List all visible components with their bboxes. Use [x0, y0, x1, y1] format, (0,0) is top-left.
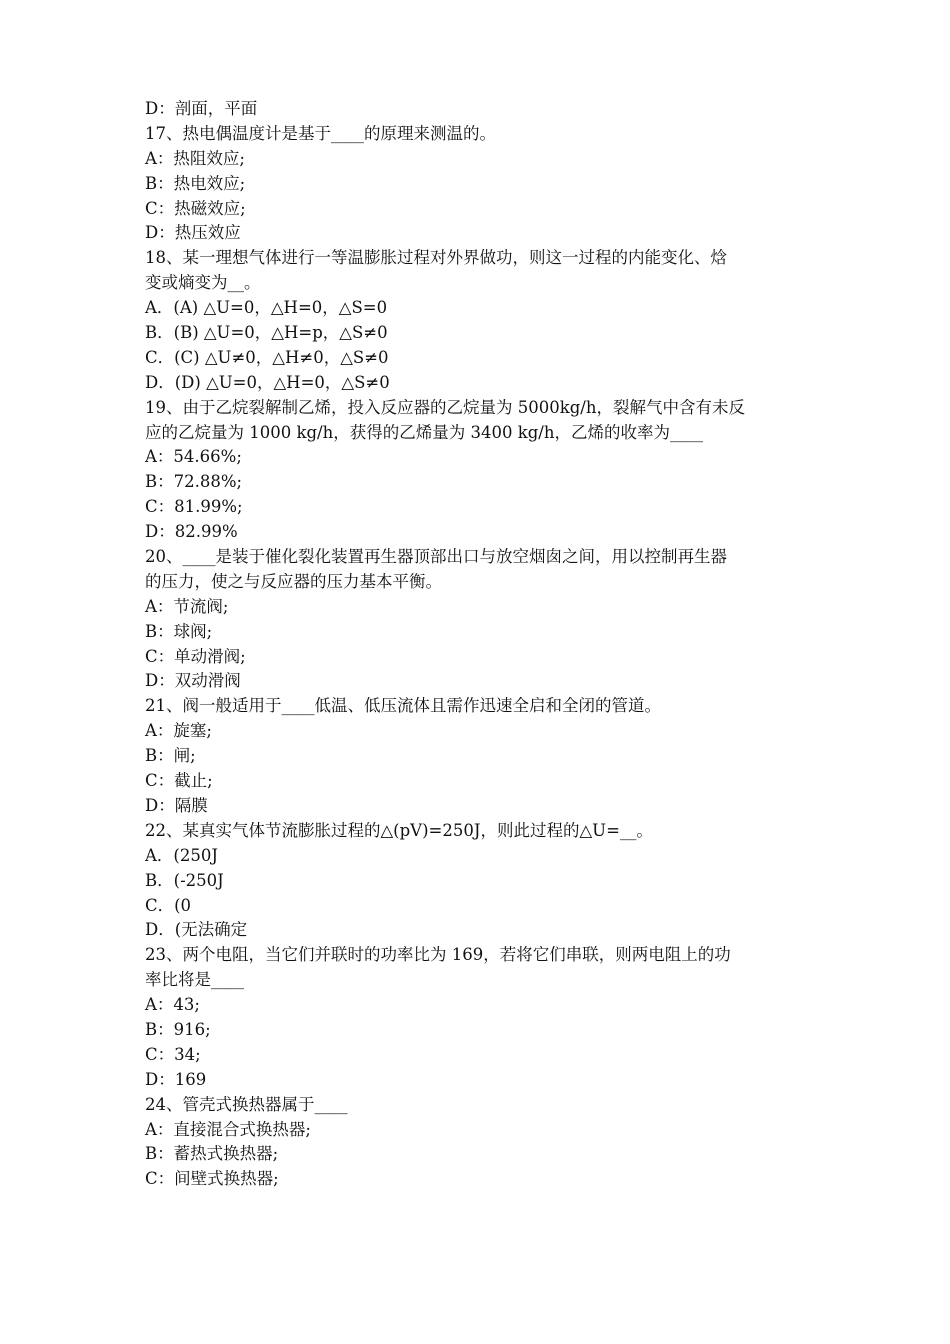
text-line: 18、某一理想气体进行一等温膨胀过程对外界做功，则这一过程的内能变化、焓 [145, 248, 727, 268]
text-line: 22、某真实气体节流膨胀过程的△(pV)=250J，则此过程的△U=__。 [145, 820, 653, 840]
text-line: B：916; [145, 1019, 211, 1039]
text-line: D：剖面，平面 [145, 99, 258, 118]
text-line: A：节流阀; [145, 596, 229, 616]
text-line: 20、____是装于催化裂化装置再生器顶部出口与放空烟囱之间，用以控制再生器 [145, 547, 727, 567]
text-line: 变或熵变为__。 [145, 273, 261, 293]
text-line: D．(无法确定 [145, 920, 248, 940]
text-line: A：43; [145, 995, 200, 1015]
text-line: C：81.99%; [145, 497, 243, 517]
text-line: B．(B) △U=0，△H=p，△S≠0 [145, 323, 388, 343]
text-line: C：单动滑阀; [145, 646, 246, 666]
text-line: D：82.99% [145, 522, 238, 542]
text-line: B：72.88%; [145, 472, 243, 492]
text-line: A．(A) △U=0，△H=0，△S=0 [145, 298, 388, 318]
text-line: B：蓄热式换热器; [145, 1144, 279, 1164]
document-body [145, 97, 815, 1192]
text-line: D：双动滑阀 [145, 671, 241, 691]
text-line: B．(-250J [145, 870, 224, 890]
text-line: C：间壁式换热器; [145, 1169, 279, 1189]
text-line: C：34; [145, 1044, 201, 1064]
text-line: 21、阀一般适用于____低温、低压流体且需作迅速全启和全闭的管道。 [145, 696, 661, 716]
text-line: 24、管壳式换热器属于____ [145, 1094, 348, 1114]
text-line: 率比将是____ [145, 970, 244, 990]
text-line: 的压力，使之与反应器的压力基本平衡。 [145, 571, 442, 591]
text-line: 17、热电偶温度计是基于____的原理来测温的。 [145, 123, 496, 143]
text-line: 23、两个电阻，当它们并联时的功率比为 169，若将它们串联，则两电阻上的功 [145, 945, 731, 965]
text-line: A：54.66%; [145, 447, 242, 467]
text-line: A：旋塞; [145, 721, 212, 741]
text-line: 应的乙烷量为 1000 kg/h，获得的乙烯量为 3400 kg/h，乙烯的收率为____ [145, 422, 703, 442]
text-line: D：169 [145, 1069, 207, 1089]
text-line: C．(C) △U≠0，△H≠0，△S≠0 [145, 347, 389, 367]
text-line: A：直接混合式换热器; [145, 1119, 311, 1139]
text-line: D：隔膜 [145, 795, 208, 815]
text-line: C：热磁效应; [145, 198, 246, 218]
text-line: A．(250J [145, 845, 218, 865]
text-line: C：截止; [145, 771, 213, 791]
text-line: D：热压效应 [145, 223, 241, 243]
text-line: B：闸; [145, 746, 196, 766]
text-line: B：球阀; [145, 621, 213, 641]
text-line: 19、由于乙烷裂解制乙烯，投入反应器的乙烷量为 5000kg/h，裂解气中含有未反 [145, 397, 745, 417]
text-line: B：热电效应; [145, 173, 246, 193]
text-line: A：热阻效应; [145, 148, 245, 168]
text-line: C．(0 [145, 895, 192, 915]
text-line: D．(D) △U=0，△H=0，△S≠0 [145, 372, 390, 392]
